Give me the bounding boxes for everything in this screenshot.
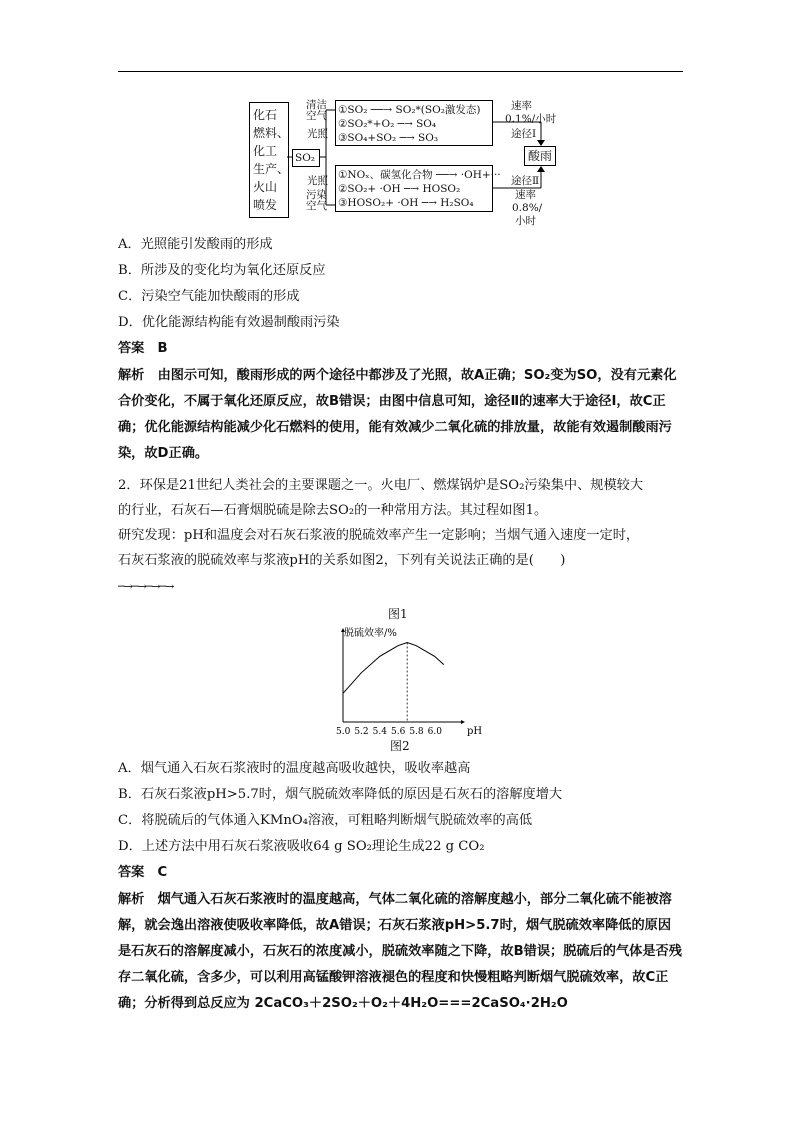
q2-option-c: C．将脱硫后的气体通入KMnO₄溶液，可粗略判断烟气脱硫效率的高低	[118, 813, 533, 828]
source-box	[249, 102, 289, 218]
rate2-unit: 小时	[515, 215, 536, 227]
figure2-caption: 图2	[390, 739, 410, 753]
q2-option-b: B．石灰石浆液pH>5.7时，烟气脱硫效率降低的原因是石灰石的溶解度增大	[118, 787, 563, 802]
light-top-label: 光照	[307, 128, 328, 140]
process-arrows: ─→─→─→─→	[118, 580, 174, 593]
y-axis-label: 脱硫效率/%	[344, 628, 397, 639]
x-axis-label: pH	[467, 726, 483, 737]
x-tick-label: 5.2	[354, 727, 369, 737]
rate1-label: 速率	[511, 100, 532, 112]
q1-solution-text: 由图示可知，酸雨形成的两个途径中都涉及了光照，故A正确；SO₂变为SO，没有元素化合价变化，不属于氧化还原反应，故B错误；由图中信息可知，途径Ⅱ的速率大于途径Ⅰ，故C正确；优化能源结构能减少化石燃料的使用，能有效减少二氧化硫的排放量，故能有效遏制酸雨污染，故D正确。	[118, 368, 677, 461]
path1-label: 途径Ⅰ	[511, 128, 537, 140]
source-line: 化工	[253, 144, 278, 158]
x-tick-label: 5.6	[391, 727, 406, 737]
q2-solution-text: 烟气通入石灰石浆液时的温度越高，气体二氧化硫的溶解度越小，部分二氧化硫不能被溶解，就会逸出溶液使吸收率降低，故A错误；石灰石浆液pH>5.7时，烟气脱硫效率降低的原因是石灰石的溶解度减小，石灰石的浓度减小，脱硫效率随之下降，故B错误；脱硫后的气体是否残存二氧化硫，含多少，可以利用高锰酸钾溶液褪色的程度和快慢粗略判断烟气脱硫效率，故C正确；分析得到总反应为 2CaCO₃＋2SO₂＋O₂＋4H₂O===2CaSO₄·2H₂O	[118, 892, 682, 1011]
rate1-value: 0.1%/小时	[505, 113, 557, 125]
acid-rain-label: 酸雨	[528, 149, 553, 163]
q1-solution	[118, 363, 684, 467]
source-line: 燃料、	[253, 126, 290, 140]
q1-option-d: D．优化能源结构能有效遏制酸雨污染	[118, 315, 340, 330]
so2-label: SO₂	[295, 152, 316, 164]
q2-option-a: A．烟气通入石灰石浆液时的温度越高吸收越快，吸收率越高	[118, 761, 471, 776]
q1-answer: 答案 B	[118, 341, 168, 356]
top-reaction-3: ③SO₄+SO₂ ─→ SO₃	[338, 132, 439, 144]
q2-answer: 答案 C	[118, 865, 168, 880]
q2-stem-line: 研究发现：pH和温度会对石灰石浆液的脱硫效率产生一定影响；当烟气通入速度一定时，	[118, 528, 640, 543]
top-reaction-1: ①SO₂ ──→ SO₂*(SO₂激发态)	[338, 104, 481, 116]
q2-stem-line: 石灰石浆液的脱硫效率与浆液pH的关系如图2，下列有关说法正确的是( )	[118, 553, 566, 568]
q2-solution	[118, 887, 684, 1017]
rate2-value: 0.8%/	[512, 202, 543, 214]
top-reaction-box	[335, 100, 493, 146]
bottom-reaction-1: ①NOₓ、碳氢化合物 ──→ ·OH+···	[338, 169, 501, 181]
source-line: 火山	[253, 180, 278, 194]
q1-option-b: B．所涉及的变化均为氧化还原反应	[118, 263, 326, 278]
x-tick-label: 5.4	[372, 727, 387, 737]
x-axis-arrow	[461, 720, 465, 724]
bottom-reaction-2: ②SO₂+ ·OH ─→ HOSO₂	[338, 183, 461, 195]
source-line: 喷发	[253, 198, 278, 212]
header-rule	[118, 71, 683, 72]
q2-stem-line: 2．环保是21世纪人类社会的主要课题之一。火电厂、燃煤锅炉是SO₂污染集中、规模较大	[118, 478, 644, 493]
q1-option-a: A．光照能引发酸雨的形成	[118, 237, 273, 252]
acid-rain-box	[524, 146, 556, 166]
efficiency-curve	[343, 643, 444, 694]
rate2-label: 速率	[515, 189, 536, 201]
q1-solution-label: 解析	[118, 368, 158, 383]
bottom-reaction-3: ③HOSO₂+ ·OH ─→ H₂SO₄	[338, 197, 474, 209]
x-tick-label: 6.0	[427, 727, 442, 737]
x-tick-label: 5.0	[336, 727, 351, 737]
polluted-air-label: 污染空气	[306, 189, 327, 212]
bottom-reaction-box	[335, 165, 501, 212]
source-line: 生产、	[253, 162, 290, 176]
desulfurization-chart	[325, 625, 483, 740]
q2-stem-line: 的行业，石灰石—石膏烟脱硫是除去SO₂的一种常用方法。其过程如图1。	[118, 503, 548, 518]
q2-option-d: D．上述方法中用石灰石浆液吸收64 g SO₂理论生成22 g CO₂	[118, 839, 485, 854]
source-line: 化石	[253, 108, 278, 122]
clean-air-label: 清洁空气	[306, 99, 327, 122]
path2-label: 途径Ⅱ	[511, 175, 540, 187]
figure1-caption: 图1	[388, 607, 408, 621]
light-bottom-label: 光照	[307, 175, 328, 187]
x-tick-label: 5.8	[409, 727, 424, 737]
q1-option-c: C．污染空气能加快酸雨的形成	[118, 289, 300, 304]
top-reaction-2: ②SO₂*+O₂ ─→ SO₄	[338, 118, 437, 130]
q2-solution-label: 解析	[118, 892, 158, 907]
